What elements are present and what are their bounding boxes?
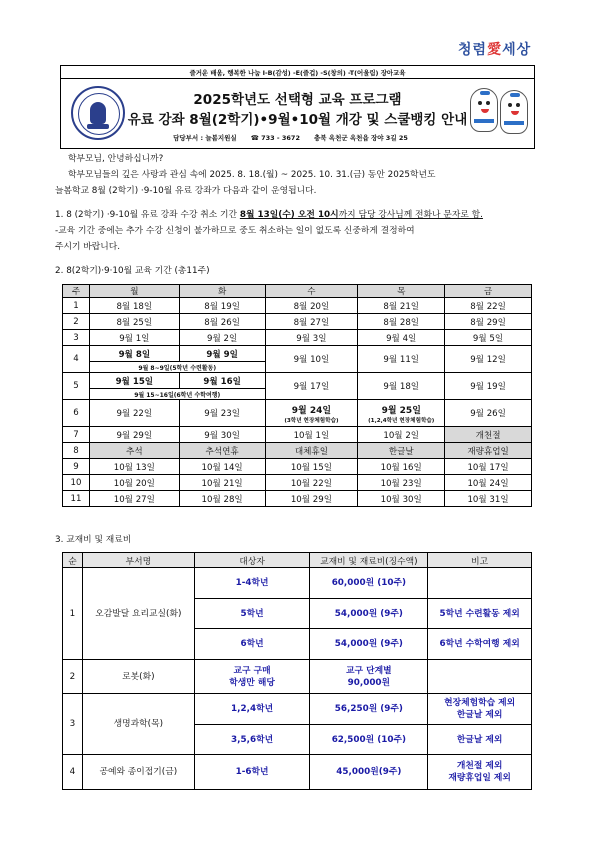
note-line: 한글날 제외 <box>456 710 503 720</box>
schedule-table <box>62 284 532 507</box>
contact-address: 충북 옥천군 옥천읍 장야 3길 25 <box>313 134 408 142</box>
fee-table <box>62 552 532 790</box>
table-row <box>63 314 532 330</box>
school-slogan: 즐거운 배움, 행복한 나눔 I-B(감성) -E(즐겁) -S(창의) -T(어울림) 장아교육 <box>189 69 406 77</box>
section2-title: 2. 8(2학기)·9·10월 교육 기간 (총11주) <box>55 266 210 276</box>
date-value: 9월 24일 <box>291 405 332 416</box>
date-cell: 9월 12일 <box>445 346 532 373</box>
fee-cell: 56,250원 (9주) <box>310 694 428 725</box>
holiday-cell: 재량휴업일 <box>445 443 532 459</box>
header-fee: 교재비 및 재료비(징수액) <box>310 553 428 568</box>
item-number: 4 <box>63 755 83 790</box>
fee-cell <box>310 660 428 694</box>
header-thu: 목 <box>358 285 445 298</box>
week-number: 10 <box>63 475 90 491</box>
brand-logo <box>458 39 531 59</box>
letter-header <box>60 65 535 149</box>
date-cell: 10월 23일 <box>358 475 445 491</box>
date-cell: 10월 30일 <box>358 491 445 507</box>
holiday-cell: 추석 <box>89 443 179 459</box>
date-cell: 9월 4일 <box>358 330 445 346</box>
week-number: 5 <box>63 373 90 400</box>
date-cell: 10월 28일 <box>179 491 265 507</box>
date-cell: 10월 24일 <box>445 475 532 491</box>
week-number: 7 <box>63 427 90 443</box>
date-cell: 9월 10일 <box>265 346 358 373</box>
table-row <box>63 400 532 427</box>
date-cell <box>265 400 358 427</box>
cancel-deadline: 8월 13일(수) 오전 10시 <box>239 210 339 220</box>
date-cell: 10월 14일 <box>179 459 265 475</box>
week-number: 9 <box>63 459 90 475</box>
note-line: 현장체험학습 제외 <box>444 698 516 708</box>
date-cell: 9월 22일 <box>89 400 179 427</box>
contact-phone: ☎ 733 - 3672 <box>250 134 300 142</box>
table-row <box>63 443 532 459</box>
schedule-header-row <box>63 285 532 298</box>
date-cell: 10월 15일 <box>265 459 358 475</box>
mascot-icon <box>468 80 532 142</box>
fee-cell: 60,000원 (10주) <box>310 568 428 599</box>
holiday-cell: 대체휴일 <box>265 443 358 459</box>
section1-text <box>55 207 483 223</box>
date-cell: 9월 30일 <box>179 427 265 443</box>
note-cell: 한글날 제외 <box>428 725 532 755</box>
holiday-cell: 추석연휴 <box>179 443 265 459</box>
table-row <box>63 298 532 314</box>
date-cell: 9월 17일 <box>265 373 358 400</box>
target-line: 교구 구매 <box>233 665 271 676</box>
week-number: 8 <box>63 443 90 459</box>
date-cell: 10월 13일 <box>89 459 179 475</box>
section1-suffix: 까지 담당 강사님께 전화나 문자로 함. <box>338 210 483 220</box>
date-cell: 10월 22일 <box>265 475 358 491</box>
note-cell <box>428 660 532 694</box>
fee-header-row <box>63 553 532 568</box>
note-cell: 5학년 수련활동 제외 <box>428 599 532 629</box>
target-cell <box>194 660 310 694</box>
header-dept: 부서명 <box>82 553 194 568</box>
date-cell: 8월 22일 <box>445 298 532 314</box>
date-cell: 9월 15일 <box>89 373 179 389</box>
header-title-line2: 유료 강좌 8월(2학기)•9월•10월 개강 및 스쿨뱅킹 안내 <box>127 112 468 128</box>
note-cell <box>428 755 532 790</box>
event-note: (1,2,4학년 현장체험학습) <box>368 417 435 424</box>
date-cell: 9월 26일 <box>445 400 532 427</box>
brand-part2: 세상 <box>502 42 532 58</box>
target-cell: 1-4학년 <box>194 568 310 599</box>
fee-cell: 62,500원 (10주) <box>310 725 428 755</box>
header-wed: 수 <box>265 285 358 298</box>
date-cell: 9월 8일 <box>89 346 179 362</box>
target-cell: 3,5,6학년 <box>194 725 310 755</box>
week-number: 2 <box>63 314 90 330</box>
date-cell: 10월 29일 <box>265 491 358 507</box>
fee-line: 교구 단계별 <box>346 665 392 676</box>
holiday-cell: 개천절 <box>445 427 532 443</box>
brand-part1: 청렴 <box>458 42 488 58</box>
note-cell <box>428 568 532 599</box>
week-number: 3 <box>63 330 90 346</box>
header-target: 대상자 <box>194 553 310 568</box>
dept-name: 오감발달 요리교실(화) <box>82 568 194 660</box>
date-cell: 9월 9일 <box>179 346 265 362</box>
section3-title: 3. 교재비 및 재료비 <box>55 535 132 545</box>
date-cell: 10월 17일 <box>445 459 532 475</box>
note-line: 개천절 제외 <box>456 761 503 771</box>
date-value: 9월 25일 <box>381 405 421 416</box>
table-row <box>63 568 532 599</box>
date-cell: 9월 23일 <box>179 400 265 427</box>
section1-prefix: 1. 8 (2학기) ·9-10월 유료 강좌 수강 취소 기간 <box>55 210 240 220</box>
header-mon: 월 <box>89 285 179 298</box>
contact-info <box>121 133 474 142</box>
greeting: 학부모님, 안녕하십니까? <box>68 154 164 164</box>
fee-line: 90,000원 <box>347 677 391 688</box>
table-row <box>63 330 532 346</box>
date-cell: 9월 2일 <box>179 330 265 346</box>
date-cell: 10월 2일 <box>358 427 445 443</box>
dept-name: 공예와 종이접기(금) <box>82 755 194 790</box>
date-cell: 8월 20일 <box>265 298 358 314</box>
event-note: 9월 15~16일(6학년 수학여행) <box>89 389 265 400</box>
week-number: 6 <box>63 400 90 427</box>
note-line: 재량휴업일 제외 <box>448 773 511 783</box>
date-cell: 8월 26일 <box>179 314 265 330</box>
header-fri: 금 <box>445 285 532 298</box>
target-cell: 5학년 <box>194 599 310 629</box>
table-row <box>63 459 532 475</box>
target-cell: 1,2,4학년 <box>194 694 310 725</box>
date-cell: 8월 21일 <box>358 298 445 314</box>
date-cell: 8월 18일 <box>89 298 179 314</box>
date-cell: 10월 16일 <box>358 459 445 475</box>
date-cell: 8월 29일 <box>445 314 532 330</box>
intro-line2: 늘봄학교 8월 (2학기) ·9-10월 유료 강좌가 다음과 같이 운영됩니다. <box>55 186 317 196</box>
date-cell <box>358 400 445 427</box>
date-cell: 9월 18일 <box>358 373 445 400</box>
table-row <box>63 491 532 507</box>
header-title-line1: 2025학년도 선택형 교육 프로그램 <box>193 92 402 108</box>
date-cell: 8월 25일 <box>89 314 179 330</box>
contact-dept: 담당부서 : 늘봄지원실 <box>173 134 237 142</box>
event-note: 9월 8~9일(5학년 수련활동) <box>89 362 265 373</box>
item-number: 1 <box>63 568 83 660</box>
date-cell: 8월 28일 <box>358 314 445 330</box>
section1-note1: -교육 기간 중에는 추가 수강 신청이 불가하므로 중도 취소하는 일이 없도록 신중하게 결정하여 <box>55 226 415 236</box>
intro-line1: 학부모님들의 깊은 사랑과 관심 속에 2025. 8. 18.(월) ~ 2025. 10. 31.(금) 동안 2025학년도 <box>68 170 436 180</box>
date-cell: 10월 20일 <box>89 475 179 491</box>
dept-name: 생명과학(목) <box>82 694 194 755</box>
date-cell: 10월 31일 <box>445 491 532 507</box>
header-week: 주 <box>63 285 90 298</box>
fee-cell: 54,000원 (9주) <box>310 629 428 660</box>
week-number: 4 <box>63 346 90 373</box>
date-cell: 8월 27일 <box>265 314 358 330</box>
note-cell: 6학년 수학여행 제외 <box>428 629 532 660</box>
date-cell: 9월 5일 <box>445 330 532 346</box>
header-divider <box>61 78 534 79</box>
date-cell: 9월 1일 <box>89 330 179 346</box>
table-row <box>63 427 532 443</box>
table-row <box>63 346 532 362</box>
fee-cell: 54,000원 (9주) <box>310 599 428 629</box>
header-note: 비고 <box>428 553 532 568</box>
week-number: 11 <box>63 491 90 507</box>
dept-name: 로봇(화) <box>82 660 194 694</box>
date-cell: 9월 11일 <box>358 346 445 373</box>
target-cell: 1-6학년 <box>194 755 310 790</box>
date-cell: 9월 29일 <box>89 427 179 443</box>
table-row <box>63 694 532 725</box>
fee-cell: 45,000원(9주) <box>310 755 428 790</box>
header-tue: 화 <box>179 285 265 298</box>
holiday-cell: 한글날 <box>358 443 445 459</box>
date-cell: 9월 16일 <box>179 373 265 389</box>
event-note: (3학년 현장체험학습) <box>284 417 339 424</box>
date-cell: 10월 1일 <box>265 427 358 443</box>
date-cell: 10월 21일 <box>179 475 265 491</box>
target-cell: 6학년 <box>194 629 310 660</box>
date-cell: 9월 19일 <box>445 373 532 400</box>
target-line: 학생만 해당 <box>229 677 275 688</box>
note-cell <box>428 694 532 725</box>
item-number: 2 <box>63 660 83 694</box>
date-cell: 10월 27일 <box>89 491 179 507</box>
table-row <box>63 475 532 491</box>
item-number: 3 <box>63 694 83 755</box>
table-row <box>63 373 532 389</box>
date-cell: 8월 19일 <box>179 298 265 314</box>
section1-note2: 주시기 바랍니다. <box>55 242 121 252</box>
table-row <box>63 660 532 694</box>
date-cell: 9월 3일 <box>265 330 358 346</box>
week-number: 1 <box>63 298 90 314</box>
brand-dot: 愛 <box>487 42 503 58</box>
header-no: 순 <box>63 553 83 568</box>
table-row <box>63 755 532 790</box>
